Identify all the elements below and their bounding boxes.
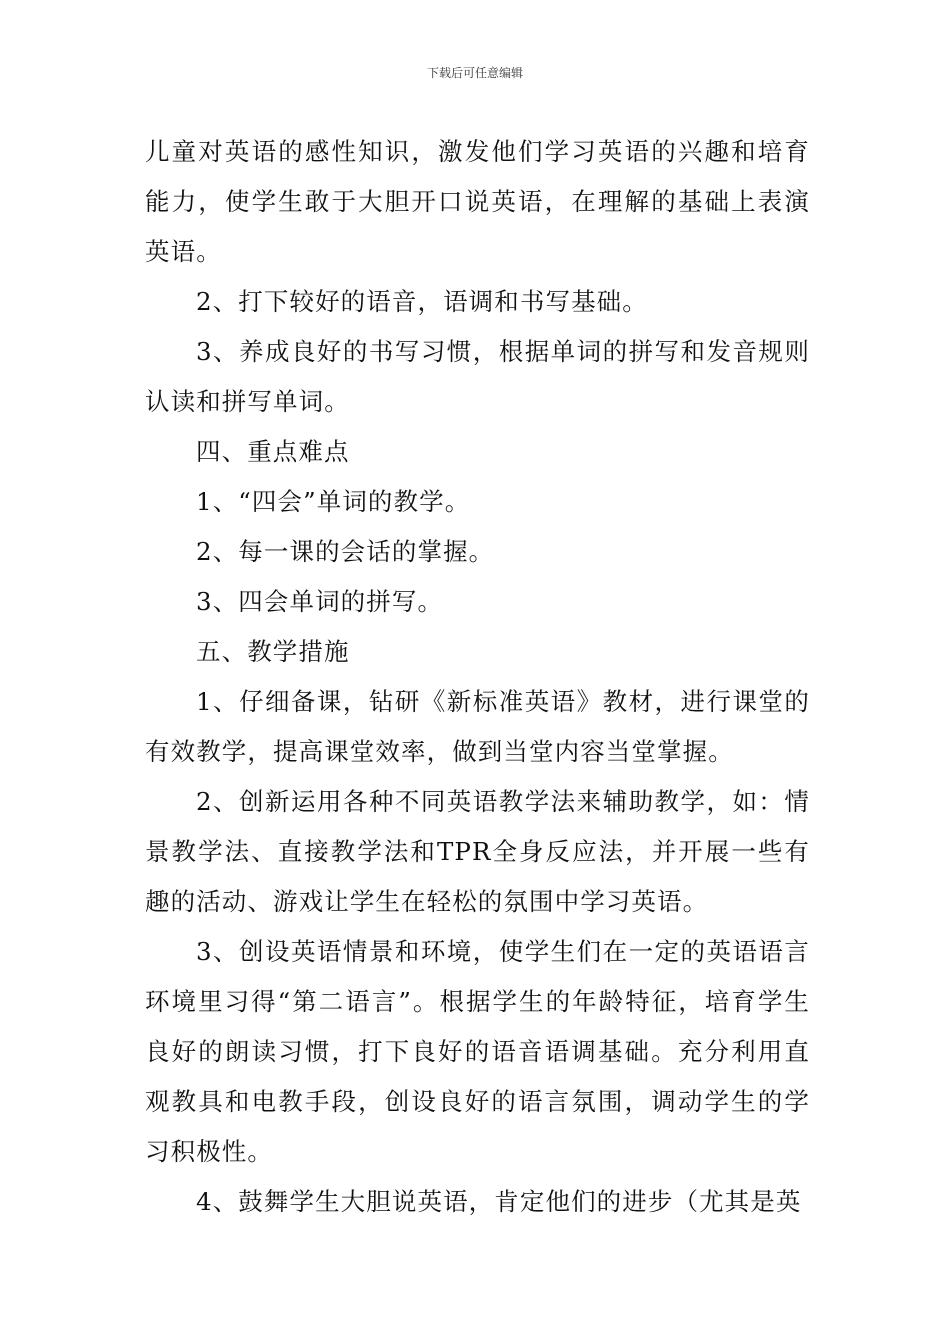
paragraph-goal-3: 3、养成良好的书写习惯，根据单词的拼写和发音规则认读和拼写单词。 — [145, 337, 810, 416]
page-header: 下载后可任意编辑 — [426, 66, 523, 80]
section-heading-key-difficulties: 四、重点难点 — [196, 437, 350, 466]
paragraph-measure-2: 2、创新运用各种不同英语教学法来辅助教学，如：情景教学法、直接教学法和TPR全身反应法，并开展一些有趣的活动、游戏让学生在轻松的氛围中学习英语。 — [145, 787, 810, 916]
paragraph-continuation: 儿童对英语的感性知识，激发他们学习英语的兴趣和培育能力，使学生敢于大胆开口说英语，在理解的基础上表演英语。 — [145, 137, 810, 266]
section-heading-teaching-measures: 五、教学措施 — [196, 637, 350, 666]
paragraph-goal-2: 2、打下较好的语音，语调和书写基础。 — [196, 287, 648, 316]
paragraph-measure-4: 4、鼓舞学生大胆说英语，肯定他们的进步（尤其是英 — [196, 1187, 802, 1216]
paragraph-difficulty-1: 1、“四会”单词的教学。 — [196, 487, 471, 516]
document-body — [145, 127, 810, 1227]
paragraph-measure-3: 3、创设英语情景和环境，使学生们在一定的英语语言环境里习得“第二语言”。根据学生的年龄特征，培育学生良好的朗读习惯，打下良好的语音语调基础。充分利用直观教具和电教手段，创设良好的语言氛围，调动学生的学习积极性。 — [145, 937, 810, 1166]
paragraph-measure-1: 1、仔细备课，钻研《新标准英语》教材，进行课堂的有效教学，提高课堂效率，做到当堂内容当堂掌握。 — [145, 687, 810, 766]
paragraph-difficulty-2: 2、每一课的会话的掌握。 — [196, 537, 495, 566]
paragraph-difficulty-3: 3、四会单词的拼写。 — [196, 587, 444, 616]
